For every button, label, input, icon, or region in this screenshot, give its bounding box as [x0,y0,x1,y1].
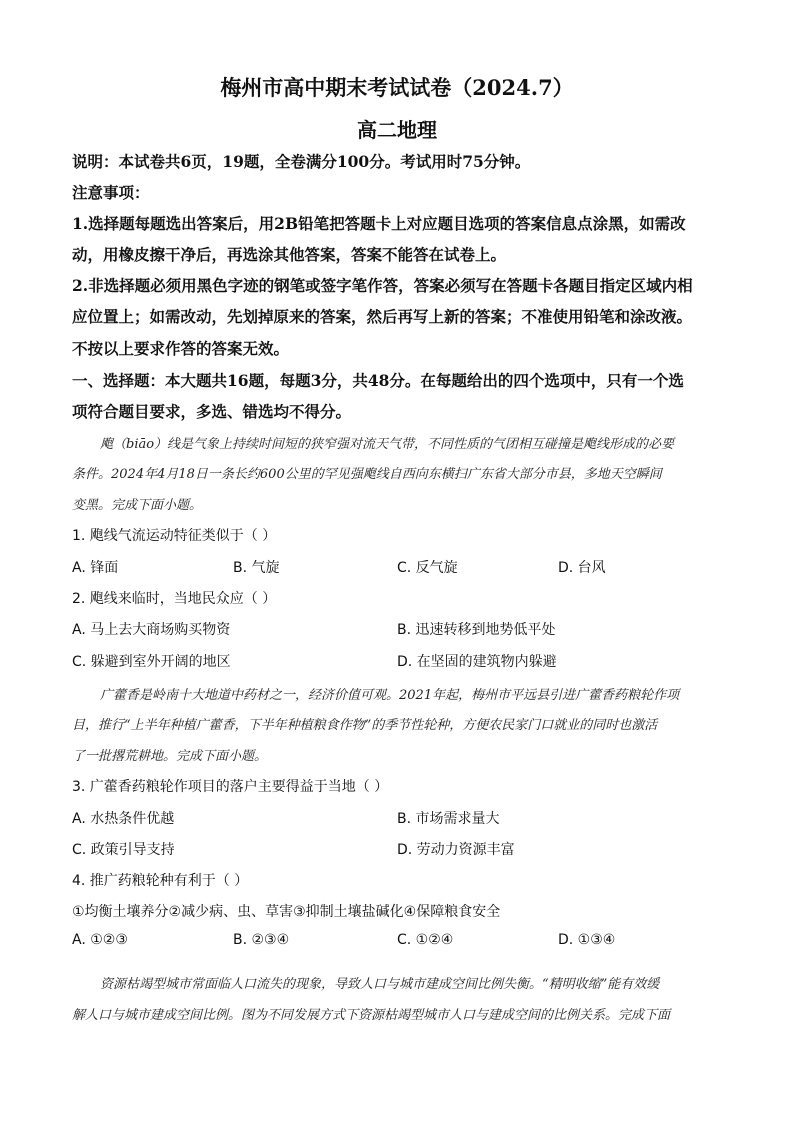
question-1-option-a: A. 锋面 [72,560,119,576]
question-3-stem: 3. 广藿香药粮轮作项目的落户主要得益于当地（ ） [72,779,389,795]
question-4-option-d: D. ①③④ [558,932,616,948]
question-1-option-c: C. 反气旋 [397,560,458,576]
question-2-option-b: B. 迅速转移到地势低平处 [397,622,556,638]
question-2-option-c: C. 躲避到室外开阔的地区 [72,654,231,670]
section-1-heading-line-1: 一、选择题：本大题共16题，每题3分，共48分。在每题给出的四个选项中，只有一个选 [72,371,684,390]
passage-1-line-3: 变黑。完成下面小题。 [72,498,203,513]
notice-item-1-line-1: 1.选择题每题选出答案后，用2B铅笔把答题卡上对应题目选项的答案信息点涂黑，如需改 [72,214,686,233]
question-4-option-b: B. ②③④ [233,932,290,948]
notice-heading: 注意事项： [72,183,150,202]
question-1-option-b: B. 气旋 [233,560,280,576]
question-4-option-c: C. ①②④ [397,932,454,948]
passage-3-line-1: 资源枯竭型城市常面临人口流失的现象，导致人口与城市建成空间比例失衡。“精明收缩”能有效缓 [100,977,660,992]
question-3-option-d: D. 劳动力资源丰富 [397,842,515,858]
notice-item-1-line-2: 动，用橡皮擦干净后，再选涂其他答案，答案不能答在试卷上。 [72,245,507,264]
exam-note: 说明：本试卷共6页，19题，全卷满分100分。考试用时75分钟。 [72,152,531,171]
question-2-stem: 2. 飑线来临时，当地民众应（ ） [72,591,277,607]
question-4-stem: 4. 推广药粮轮种有利于（ ） [72,873,249,889]
passage-1-line-1: 飑（biāo）线是气象上持续时间短的狭窄强对流天气带，不同性质的气团相互碰撞是飑线形成的必要 [100,437,675,452]
question-3-option-a: A. 水热条件优越 [72,811,175,827]
passage-3-line-2: 解人口与城市建成空间比例。图为不同发展方式下资源枯竭型城市人口与建成空间的比例关系。完成下面 [72,1008,671,1023]
notice-item-2-line-1: 2.非选择题必须用黑色字迹的钢笔或签字笔作答，答案必须写在答题卡各题目指定区域内相 [72,276,693,295]
notice-item-2-line-3: 不按以上要求作答的答案无效。 [72,339,290,358]
question-4-option-a: A. ①②③ [72,932,128,948]
subject-title: 高二地理 [357,118,437,142]
section-1-heading-line-2: 项符合题目要求，多选、错选均不得分。 [72,402,352,421]
question-3-option-c: C. 政策引导支持 [72,842,175,858]
passage-2-line-3: 了一批撂荒耕地。完成下面小题。 [72,749,268,764]
exam-title: 梅州市高中期末考试试卷（2024.7） [220,75,574,100]
question-2-option-a: A. 马上去大商场购买物资 [72,622,231,638]
question-1-stem: 1. 飑线气流运动特征类似于（ ） [72,528,277,544]
question-4-items: ①均衡土壤养分②减少病、虫、草害③抑制土壤盐碱化④保障粮食安全 [72,904,501,920]
passage-1-line-2: 条件。2024年4月18日一条长约600公里的罕见强飑线自西向东横扫广东省大部分市县，多地天空瞬间 [72,467,662,482]
notice-item-2-line-2: 应位置上；如需改动，先划掉原来的答案，然后再写上新的答案；不准使用铅笔和涂改液。 [72,307,693,326]
passage-2-line-1: 广藿香是岭南十大地道中药材之一，经济价值可观。2021年起，梅州市平远县引进广藿香药粮轮作项 [100,688,680,703]
question-1-option-d: D. 台风 [558,560,606,576]
question-2-option-d: D. 在坚固的建筑物内躲避 [397,654,557,670]
question-3-option-b: B. 市场需求量大 [397,811,500,827]
passage-2-line-2: 目，推行“上半年种植广藿香，下半年种植粮食作物”的季节性轮种，方便农民家门口就业的同时也激活 [72,718,658,733]
